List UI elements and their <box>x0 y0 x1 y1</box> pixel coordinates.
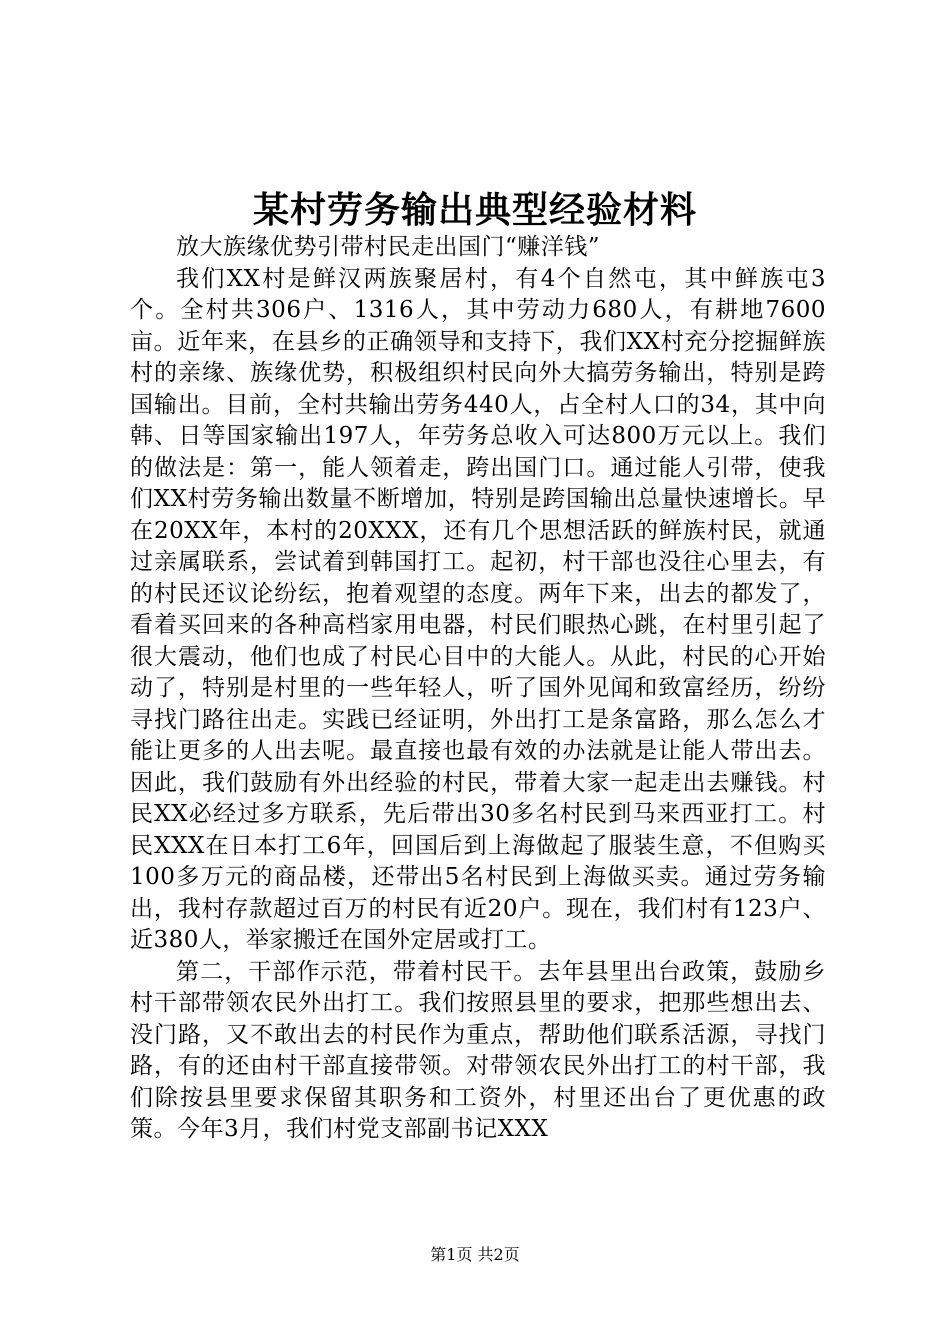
document-title: 某村劳务输出典型经验材料 <box>252 189 697 231</box>
subtitle-paragraph: 放大族缘优势引带村民走出国门“赚洋钱” <box>176 234 601 260</box>
document-body <box>130 232 826 1146</box>
page-number-footer: 第1页 共2页 <box>430 1245 520 1264</box>
body-paragraph: 我们XX村是鲜汉两族聚居村，有4个自然屯，其中鲜族屯3个。全村共306户、1316人，其中劳动力680人，有耕地7600亩。近年来，在县乡的正确领导和支持下，我们XX村充分挖掘鲜族村的亲缘、族缘优势，积极组织村民向外大搞劳务输出，特别是跨国输出。目前，全村共输出劳务440人，占全村人口的34，其中向韩、日等国家输出197人，年劳务总收入可达800万元以上。我们的做法是：第一，能人领着走，跨出国门口。通过能人引带，使我们XX村劳务输出数量不断增加，特别是跨国输出总量快速增长。早在20XX年，本村的20XXX，还有几个思想活跃的鲜族村民，就通过亲属联系，尝试着到韩国打工。起初，村干部也没往心里去，有的村民还议论纷纭，抱着观望的态度。两年下来，出去的都发了，看着买回来的各种高档家用电器，村民们眼热心跳，在村里引起了很大震动，他们也成了村民心目中的大能人。从此，村民的心开始动了，特别是村里的一些年轻人，听了国外见闻和致富经历，纷纷寻找门路往出走。实践已经证明，外出打工是条富路，那么怎么才能让更多的人出去呢。最直接也最有效的办法就是让能人带出去。因此，我们鼓励有外出经验的村民，带着大家一起走出去赚钱。村民XX必经过多方联系，先后带出30多名村民到马来西亚打工。村民XXX在日本打工6年，回国后到上海做起了服装生意，不但购买100多万元的商品楼，还带出5名村民到上海做买卖。通过劳务输出，我村存款超过百万的村民有近20户。现在，我们村有123户、近380人，举家搬迁在国外定居或打工。 <box>130 265 826 953</box>
body-paragraph: 第二，干部作示范，带着村民干。去年县里出台政策，鼓励乡村干部带领农民外出打工。我们按照县里的要求，把那些想出去、没门路，又不敢出去的村民作为重点，帮助他们联系活源，寻找门路，有的还由村干部直接带领。对带领农民外出打工的村干部，我们除按县里要求保留其职务和工资外，村里还出台了更优惠的政策。今年3月，我们村党支部副书记XXX <box>130 958 826 1142</box>
